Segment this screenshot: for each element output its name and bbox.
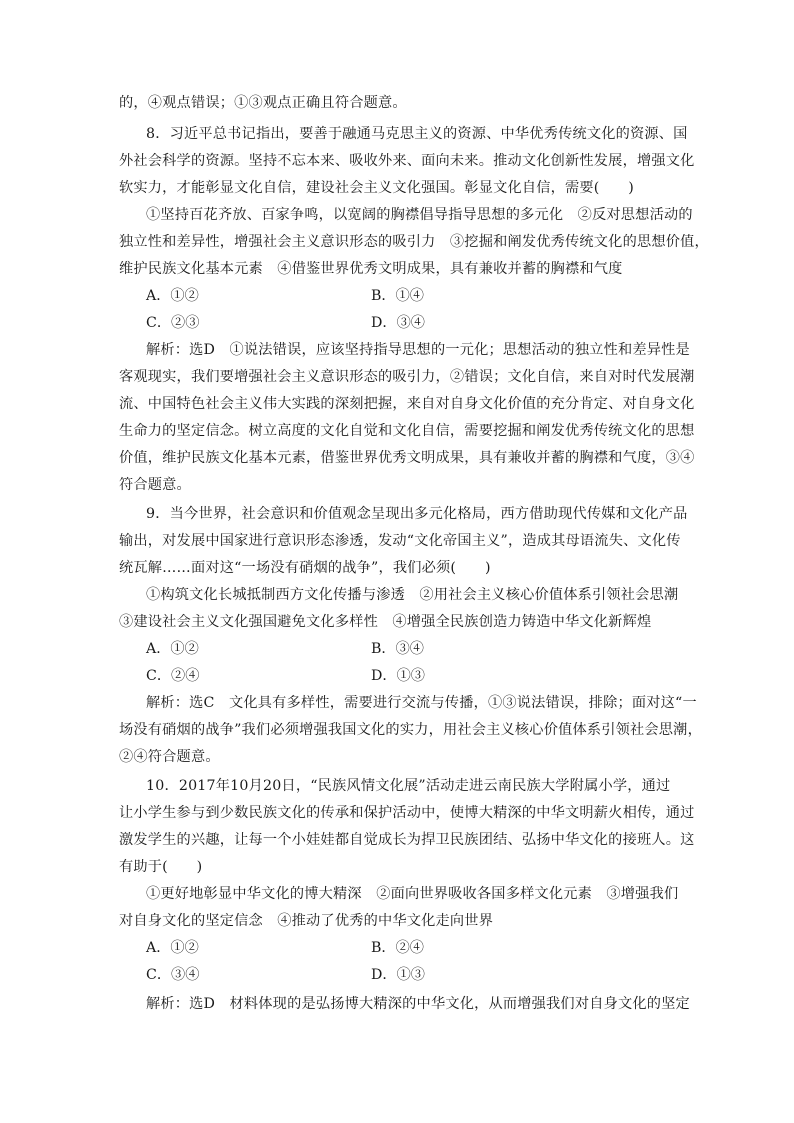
question-10-stem: 10．2017年10月20日，“民族风情文化展”活动走进云南民族大学附属小学，通过 — [146, 778, 671, 794]
option-b: B．②④ — [371, 940, 424, 956]
question-9-stem: 9．当今世界，社会意识和价值观念呈现出多元化格局，西方借助现代传媒和文化产品 — [146, 506, 688, 522]
question-9-items: ①构筑文化长城抵制西方文化传播与渗透 ②用社会主义核心价值体系引领社会思潮 — [146, 587, 679, 603]
question-10-stem: 激发学生的兴趣，让每一个小娃娃都自觉成长为捍卫民族团结、弘扬中华文化的接班人。这 — [119, 832, 695, 848]
option-b: B．③④ — [371, 641, 424, 657]
question-10-items: ①更好地彰显中华文化的博大精深 ②面向世界吸收各国多样文化元素 ③增强我们 — [146, 886, 679, 902]
option-a: A．①② — [146, 641, 199, 657]
question-8-items: ①坚持百花齐放、百家争鸣，以宽阔的胸襟倡导指导思想的多元化 ②反对思想活动的 — [146, 207, 693, 223]
answer-analysis: 解析：选C 文化具有多样性，需要进行交流与传播，①③说法错误，排除；面对这“一 — [146, 695, 697, 711]
question-8-items: 维护民族文化基本元素 ④借鉴世界优秀文明成果，具有兼收并蓄的胸襟和气度 — [119, 261, 623, 277]
option-d: D．①③ — [371, 668, 425, 684]
answer-analysis: 解析：选D 材料体现的是弘扬博大精深的中华文化，从而增强我们对自身文化的坚定 — [146, 996, 690, 1012]
answer-analysis: 生命力的坚定信念。树立高度的文化自觉和文化自信，需要挖掘和阐发优秀传统文化的思想 — [119, 423, 695, 439]
option-d: D．①③ — [371, 967, 425, 983]
question-10-stem: 有助于( ) — [119, 859, 203, 875]
question-8-stem: 8．习近平总书记指出，要善于融通马克思主义的资源、中华优秀传统文化的资源、国 — [146, 126, 688, 142]
answer-analysis: 解析：选D ①说法错误，应该坚持指导思想的一元化；思想活动的独立性和差异性是 — [146, 342, 690, 358]
answer-analysis: 价值，维护民族文化基本元素，借鉴世界优秀文明成果，具有兼收并蓄的胸襟和气度，③④ — [119, 450, 695, 466]
question-9-stem: 统瓦解……面对这“一场没有硝烟的战争”，我们必须( ) — [119, 560, 491, 576]
answer-analysis: 符合题意。 — [119, 477, 191, 493]
answer-analysis: ②④符合题意。 — [119, 749, 220, 765]
answer-analysis: 流、中国特色社会主义伟大实践的深刻把握，来自对自身文化价值的充分肯定、对自身文化 — [119, 396, 695, 412]
option-d: D．③④ — [371, 315, 425, 331]
question-10-items: 对自身文化的坚定信念 ④推动了优秀的中华文化走向世界 — [119, 913, 494, 929]
option-a: A．①② — [146, 288, 199, 304]
option-c: C．②④ — [146, 668, 200, 684]
answer-analysis: 场没有硝烟的战争”我们必须增强我国文化的实力，用社会主义核心价值体系引领社会思潮， — [119, 722, 702, 738]
line: 的，④观点错误；①③观点正确且符合题意。 — [119, 95, 407, 111]
question-9-items: ③建设社会主义文化强国避免文化多样性 ④增强全民族创造力铸造中华文化新辉煌 — [119, 614, 652, 630]
question-9-stem: 输出，对发展中国家进行意识形态渗透，发动“文化帝国主义”，造成其母语流失、文化传 — [119, 533, 681, 549]
question-8-stem: 外社会科学的资源。坚持不忘本来、吸收外来、面向未来。推动文化创新性发展，增强文化 — [119, 153, 695, 169]
question-8-stem: 软实力，才能彰显文化自信，建设社会主义文化强国。彰显文化自信，需要( ) — [119, 180, 635, 196]
answer-analysis: 客观现实，我们要增强社会主义意识形态的吸引力，②错误；文化自信，来自对时代发展潮 — [119, 369, 695, 385]
option-c: C．③④ — [146, 967, 200, 983]
option-a: A．①② — [146, 940, 199, 956]
question-10-stem: 让小学生参与到少数民族文化的传承和保护活动中，使博大精深的中华文明薪火相传，通过 — [119, 805, 695, 821]
option-b: B．①④ — [371, 288, 424, 304]
question-8-items: 独立性和差异性，增强社会主义意识形态的吸引力 ③挖掘和阐发优秀传统文化的思想价值， — [119, 234, 709, 250]
option-c: C．②③ — [146, 315, 200, 331]
